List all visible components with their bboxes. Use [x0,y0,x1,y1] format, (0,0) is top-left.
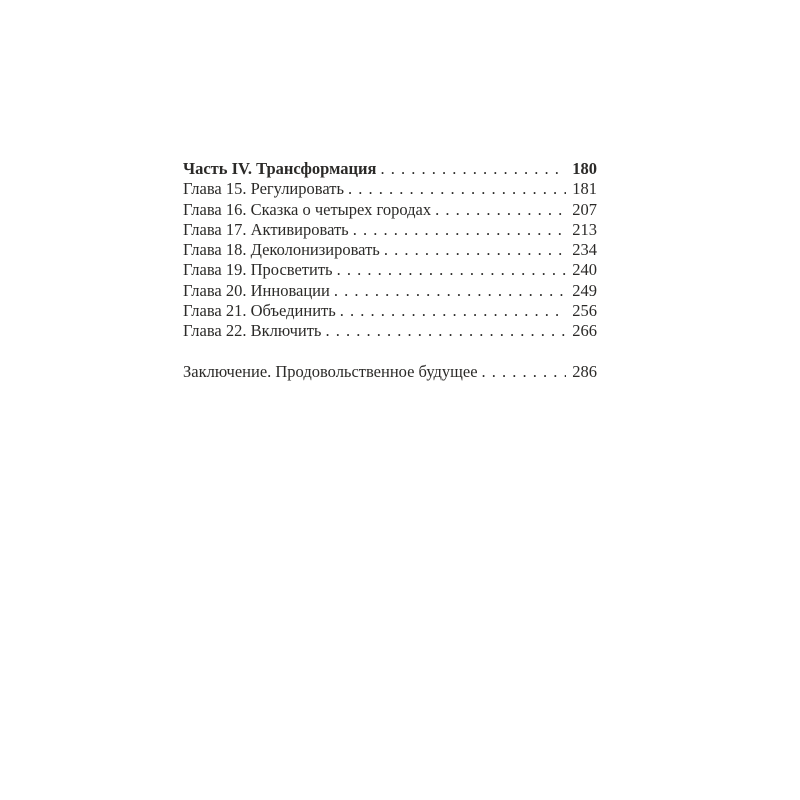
dot-leader [353,220,566,240]
toc-page-number: 286 [572,361,597,381]
toc-entry-label: Глава 19. Просветить [183,260,333,280]
toc-entry-label: Заключение. Продовольственное будущее [183,361,478,381]
toc-page-number: 181 [572,179,597,199]
dot-leader [348,179,566,199]
toc-entry-label: Часть IV. Трансформация [183,159,377,178]
toc-page-number: 240 [572,260,597,280]
dot-leader [380,159,566,179]
toc-entry-label: Глава 21. Объединить [183,301,336,321]
toc-page-number: 180 [572,159,597,178]
toc-row-chapter-21 [183,301,597,321]
table-of-contents [183,159,597,382]
dot-leader [334,281,566,301]
toc-page-number: 207 [572,199,597,219]
dot-leader [482,362,566,382]
toc-entry-label: Глава 15. Регулировать [183,179,344,199]
toc-entry-label: Глава 22. Включить [183,321,322,341]
toc-row-chapter-20 [183,281,597,301]
toc-row-part-4 [183,159,597,179]
toc-row-chapter-17 [183,220,597,240]
toc-entry-label: Глава 17. Активировать [183,219,349,239]
dot-leader [340,301,566,321]
dot-leader [325,321,566,341]
dot-leader [337,260,566,280]
toc-row-chapter-15 [183,179,597,199]
toc-entry-label: Глава 16. Сказка о четырех городах [183,199,432,219]
toc-page-number: 234 [572,240,597,260]
dot-leader [384,240,566,260]
toc-row-chapter-16 [183,200,597,220]
toc-page-number: 256 [572,301,597,321]
toc-page-number: 249 [572,280,597,300]
toc-row-conclusion [183,362,597,382]
toc-page-number: 266 [572,321,597,341]
toc-row-chapter-22 [183,321,597,341]
toc-row-chapter-18 [183,240,597,260]
toc-entry-label: Глава 18. Деколонизировать [183,240,380,260]
toc-row-chapter-19 [183,260,597,280]
toc-page-number: 213 [572,219,597,239]
dot-leader [435,200,566,220]
toc-entry-label: Глава 20. Инновации [183,280,330,300]
